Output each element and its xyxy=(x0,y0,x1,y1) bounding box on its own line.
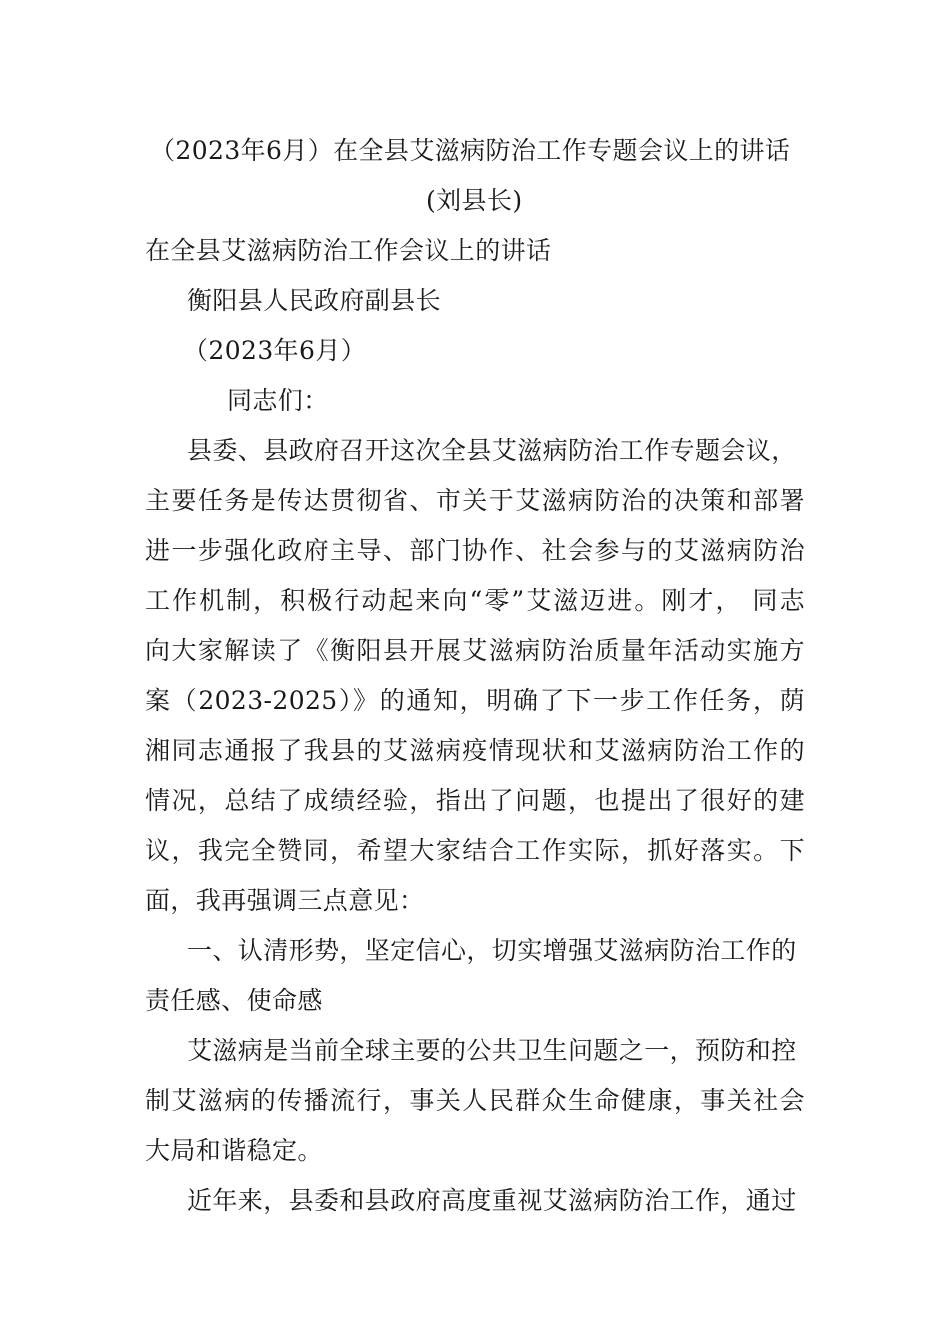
salutation: 同志们： xyxy=(227,386,329,415)
paragraph-line: 议，我完全赞同，希望大家结合工作实际，抓好落实。下 xyxy=(145,836,805,865)
paragraph-line: 工作机制，积极行动起来向“零”艾滋迈进。刚才， 同志 xyxy=(145,586,805,615)
paragraph-line: 湘同志通报了我县的艾滋病疫情现状和艾滋病防治工作的 xyxy=(145,736,805,765)
heading-line: 责任感、使命感 xyxy=(145,986,323,1015)
paragraph-line: 大局和谐稳定。 xyxy=(145,1136,323,1165)
subtitle: 在全县艾滋病防治工作会议上的讲话 xyxy=(145,236,552,265)
paragraph-line: 案（2023-2025）》的通知，明确了下一步工作任务，荫 xyxy=(145,686,805,715)
paragraph-line: 近年来，县委和县政府高度重视艾滋病防治工作，通过 xyxy=(187,1186,797,1215)
paragraph-line: 县委、县政府召开这次全县艾滋病防治工作专题会议， xyxy=(187,436,797,465)
paragraph-line: 向大家解读了《衡阳县开展艾滋病防治质量年活动实施方 xyxy=(145,636,805,665)
date-line: （2023年6月） xyxy=(183,336,367,365)
paragraph-line: 艾滋病是当前全球主要的公共卫生问题之一，预防和控 xyxy=(187,1036,797,1065)
title-line-2: (刘县长) xyxy=(426,186,523,215)
paragraph-line: 主要任务是传达贯彻省、市关于艾滋病防治的决策和部署 xyxy=(145,486,805,515)
author-line: 衡阳县人民政府副县长 xyxy=(187,286,442,315)
paragraph-line: 面，我再强调三点意见： xyxy=(145,886,425,915)
title-line-1: （2023年6月）在全县艾滋病防治工作专题会议上的讲话 xyxy=(150,136,791,165)
paragraph-line: 情况，总结了成绩经验，指出了问题，也提出了很好的建 xyxy=(145,786,805,815)
paragraph-line: 制艾滋病的传播流行，事关人民群众生命健康，事关社会 xyxy=(145,1086,805,1115)
heading-line: 一、认清形势，坚定信心，切实增强艾滋病防治工作的 xyxy=(187,936,797,965)
paragraph-line: 进一步强化政府主导、部门协作、社会参与的艾滋病防治 xyxy=(145,536,805,565)
